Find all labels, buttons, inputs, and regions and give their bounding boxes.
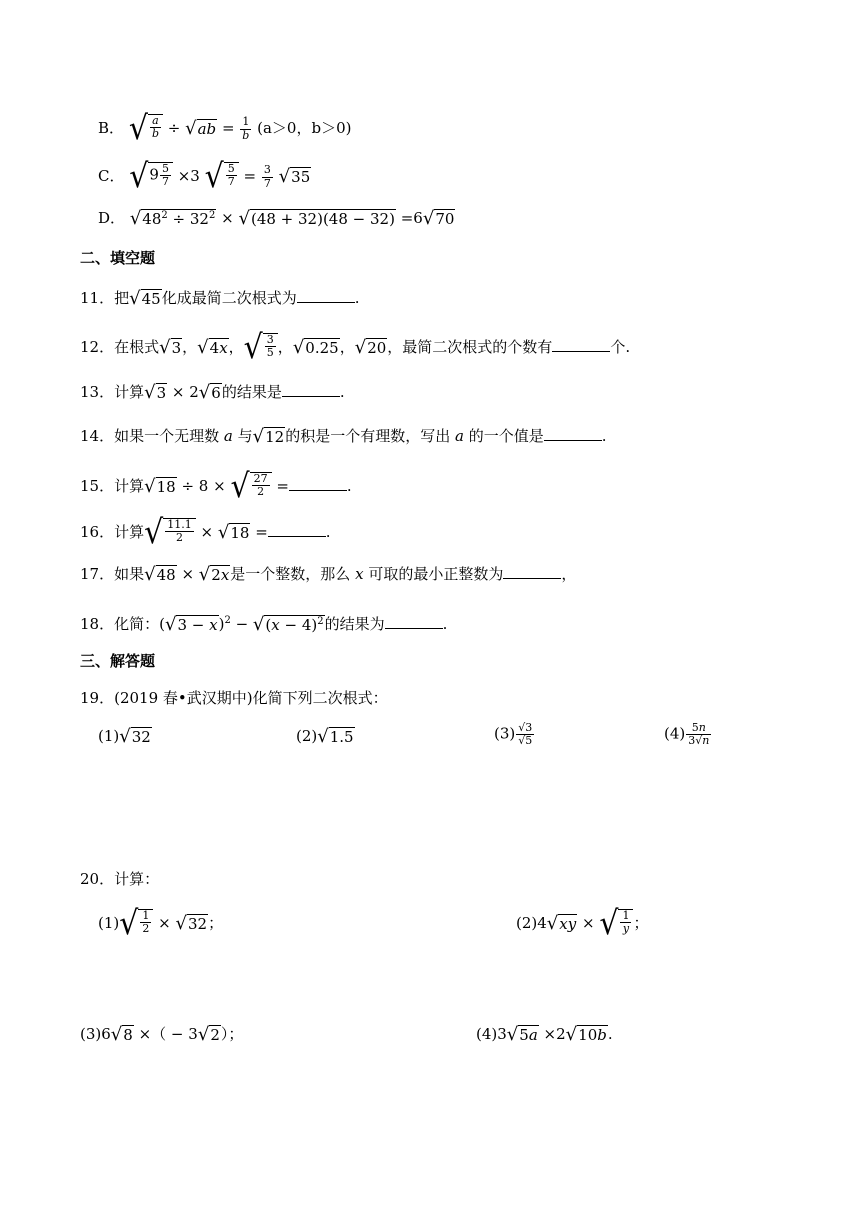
text: ；: [208, 914, 224, 932]
answer-blank[interactable]: [544, 426, 602, 441]
text: 与: [237, 427, 253, 445]
math-sqrt: √ $48^2 \div 32^2$: [129, 208, 216, 230]
question-number: 18．: [80, 615, 115, 633]
question-20-part-1: (1) √ $\frac{1}{2}$ × √ 32 ；: [98, 904, 224, 943]
part-label: (1): [98, 914, 120, 932]
answer-blank[interactable]: [297, 288, 355, 303]
question-number: 13．: [80, 383, 115, 401]
text: 计算: [114, 523, 145, 541]
math-frac: $\frac{1}{b}$: [242, 115, 250, 142]
question-19-part-4: (4) $\frac{5n}{3√n}$: [664, 721, 710, 748]
question-11: 11．把 √ 45 化成最简二次根式为 .: [80, 288, 360, 310]
text: 个.: [610, 338, 631, 356]
text: ；: [633, 914, 649, 932]
text: 把: [114, 289, 130, 307]
math-sqrt: √ (48 + 32)(48 − 32): [238, 208, 395, 230]
text: 计算: [114, 383, 145, 401]
answer-blank[interactable]: [552, 337, 610, 352]
choice-label: D．: [98, 209, 126, 227]
part-label: (4): [664, 724, 686, 743]
text: (2019 春•武汉期中)化简下列二次根式：: [114, 689, 388, 707]
text: 如果一个无理数: [114, 427, 220, 445]
question-number: 12．: [80, 338, 115, 356]
choice-label: B．: [98, 119, 125, 137]
text: .: [601, 427, 607, 445]
question-number: 20．: [80, 870, 115, 888]
text: 计算：: [114, 870, 160, 888]
math-sqrt: √ 70: [422, 208, 455, 230]
text: 在根式: [114, 338, 160, 356]
text: 化简：: [114, 615, 160, 633]
part-label: (2): [516, 914, 538, 932]
text: ，: [561, 565, 577, 583]
result-text: =6: [400, 209, 423, 227]
part-label: (2): [296, 727, 318, 745]
text: ，最简二次根式的个数有: [387, 338, 553, 356]
text: 化成最简二次根式为: [161, 289, 297, 307]
question-19-part-1: (1) √ 32: [98, 726, 151, 748]
text: .: [339, 383, 345, 401]
question-number: 17．: [80, 565, 115, 583]
text: .: [354, 289, 360, 307]
choice-d: D． √ $48^2 \div 32^2$ × √ (48 + 32)(48 − 32) =6 √ 70: [98, 208, 455, 230]
part-label: (3): [80, 1025, 102, 1043]
choice-b: B． √ $\frac{a}{b}$ ÷ √ ab = $\frac{1}{b}$ (a＞0，b＞0): [98, 109, 352, 148]
text: 的结果是: [221, 383, 282, 401]
answer-blank[interactable]: [268, 522, 326, 537]
section-fill-heading: 二、填空题: [80, 249, 156, 267]
question-number: 19．: [80, 689, 115, 707]
question-13: 13．计算 √ 3 × 2 √ 6 的结果是 .: [80, 382, 345, 404]
question-number: 14．: [80, 427, 115, 445]
text: .: [442, 615, 448, 633]
question-19-part-2: (2) √ 1.5: [296, 726, 354, 748]
answer-blank[interactable]: [289, 476, 347, 491]
question-12: 12．在根式 √ 3 ， √ 4x ， √ $\frac{3}{5}$ ， √ 0.25 ， √ 20 ，最简二次根式的个数有 个.: [80, 328, 631, 367]
text: 的积是一个有理数，写出: [285, 427, 451, 445]
question-number: 11．: [80, 289, 115, 307]
text: ；: [228, 1025, 244, 1043]
math-sqrt: √ 35: [278, 166, 311, 188]
choice-label: C．: [98, 167, 125, 185]
choice-c: C． √ 9 $\frac{5}{7}$ ×3 √ $\frac{5}{7}$ = $\frac{3}{7}$ √ 35: [98, 157, 311, 196]
answer-blank[interactable]: [282, 382, 340, 397]
section-solve-heading: 三、解答题: [80, 652, 156, 670]
question-20: [80, 868, 159, 890]
question-20-part-4: (4)3 √ 5a ×2 √ 10b .: [476, 1024, 613, 1046]
part-label: (1): [98, 727, 120, 745]
text: .: [607, 1025, 613, 1043]
math-sqrt: √ ab: [185, 118, 217, 140]
question-16: 16．计算 √ $\frac{11.1}{2}$ × √ 18 = .: [80, 513, 331, 552]
condition-text: (a＞0，b＞0): [257, 119, 352, 137]
text: .: [325, 523, 331, 541]
question-14: 14．如果一个无理数 a 与 √ 12 的积是一个有理数，写出 a 的一个值是 .: [80, 426, 607, 448]
answer-blank[interactable]: [385, 614, 443, 629]
question-19: [80, 687, 388, 709]
text: 可取的最小正整数为: [368, 565, 504, 583]
text: 是一个整数，那么: [230, 565, 351, 583]
question-20-part-3: (3)6 √ 8 ×（ − 3 √ 2 ）；: [80, 1024, 244, 1046]
text: .: [346, 477, 352, 495]
math-sqrt: √ 9 $\frac{5}{7}$: [129, 162, 173, 192]
question-20-part-2: (2)4 √ xy × √ $\frac{1}{y}$ ；: [516, 904, 649, 943]
text: 的一个值是: [468, 427, 544, 445]
answer-blank[interactable]: [503, 564, 561, 579]
question-17: 17．如果 √ 48 × √ 2x 是一个整数，那么 x 可取的最小正整数为 ，: [80, 564, 577, 586]
text: 计算: [114, 477, 145, 495]
part-label: (3): [494, 724, 516, 743]
question-18: 18．化简：( √ 3 − x )$^2$ − √ $(x - 4)^2$ 的结果为 .: [80, 614, 448, 636]
text: 如果: [114, 565, 145, 583]
question-15: 15．计算 √ 18 ÷ 8 × √ $\frac{27}{2}$ = .: [80, 467, 352, 506]
math-sqrt: √ $\frac{5}{7}$: [205, 162, 239, 192]
text: 的结果为: [324, 615, 385, 633]
part-label: (4): [476, 1025, 498, 1043]
question-number: 15．: [80, 477, 115, 495]
question-19-part-3: (3) $\frac{√3}{√5}$: [494, 721, 533, 748]
question-number: 16．: [80, 523, 115, 541]
math-sqrt: √ $\frac{a}{b}$: [129, 114, 163, 144]
